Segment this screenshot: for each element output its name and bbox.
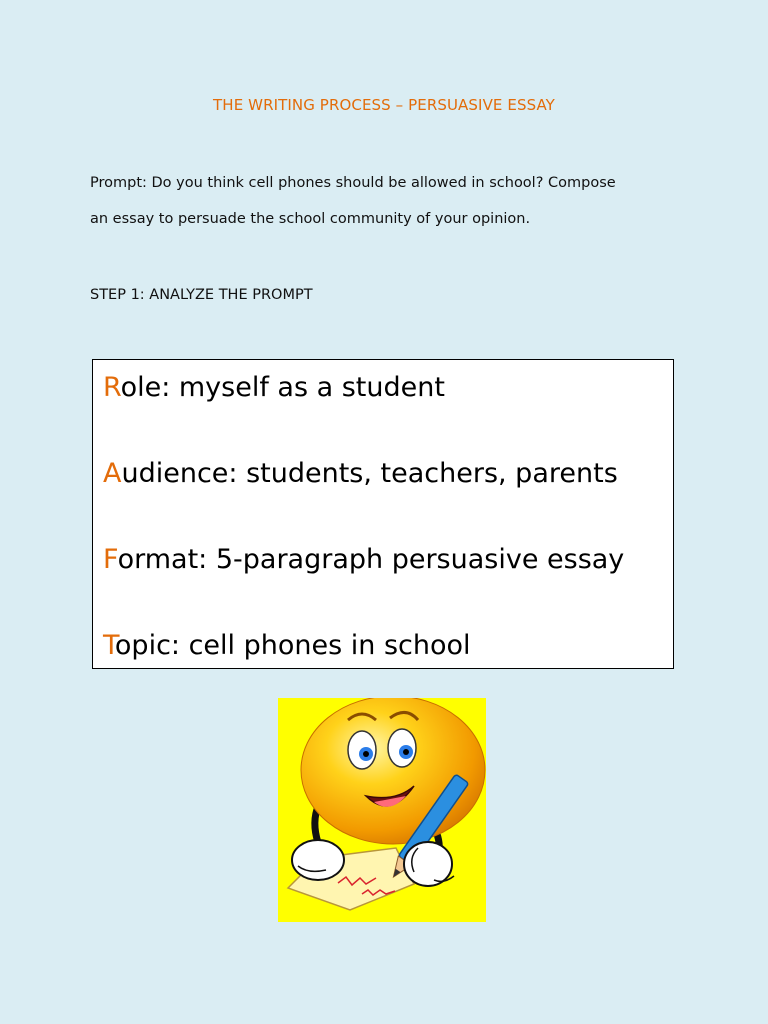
raft-text: ormat: 5-paragraph persuasive essay	[117, 544, 625, 575]
document-title: THE WRITING PROCESS – PERSUASIVE ESSAY	[213, 96, 555, 114]
raft-format	[103, 544, 624, 575]
smiley-writing-clipart	[278, 698, 486, 922]
raft-text: ole: myself as a student	[120, 372, 445, 403]
raft-text: opic: cell phones in school	[114, 630, 471, 661]
raft-text: udience: students, teachers, parents	[121, 458, 618, 489]
raft-initial: F	[103, 544, 118, 575]
raft-initial: R	[103, 372, 121, 403]
raft-topic	[103, 630, 471, 661]
raft-audience	[103, 458, 618, 489]
raft-initial: T	[103, 630, 115, 661]
prompt-text-line-1: Prompt: Do you think cell phones should be allowed in school? Compose	[90, 175, 616, 191]
raft-initial: A	[103, 458, 122, 489]
smiley-writing-icon	[278, 698, 486, 922]
raft-box	[92, 359, 674, 669]
step-heading: STEP 1: ANALYZE THE PROMPT	[90, 287, 313, 303]
raft-role	[103, 372, 445, 403]
prompt-text-line-2: an essay to persuade the school community of your opinion.	[90, 211, 531, 227]
